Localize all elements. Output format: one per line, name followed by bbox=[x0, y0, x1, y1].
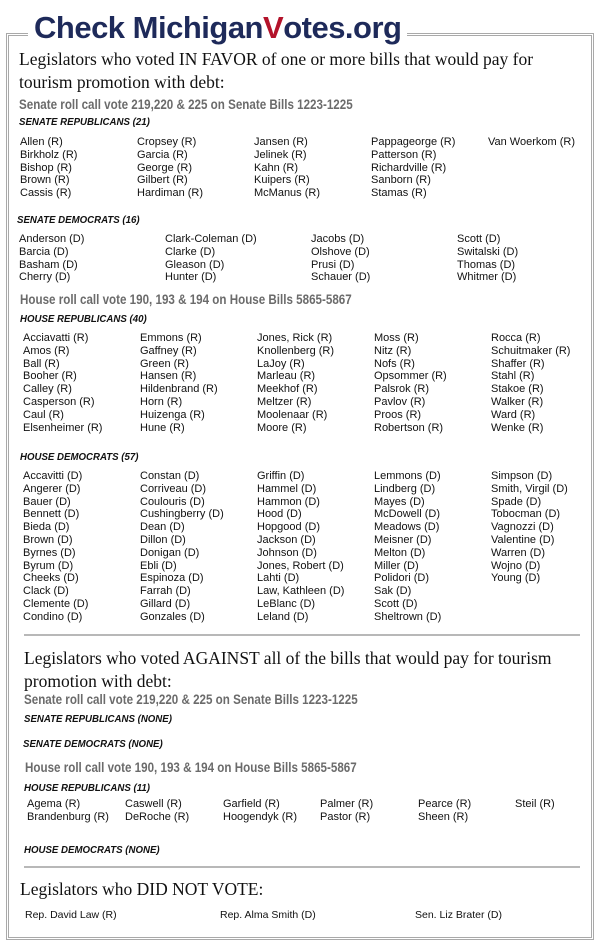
legislator-name: Corriveau (D) bbox=[140, 482, 207, 495]
legislator-name: Allen (R) bbox=[20, 136, 63, 148]
legislator-name: Garcia (R) bbox=[137, 148, 188, 161]
name-column bbox=[374, 470, 491, 624]
house-republicans-list bbox=[23, 332, 591, 434]
legislator-name: Vagnozzi (D) bbox=[491, 521, 554, 534]
legislator-name: Gaffney (R) bbox=[140, 344, 197, 357]
legislator-name: DeRoche (R) bbox=[125, 810, 190, 823]
legislator-name: Basham (D) bbox=[19, 258, 78, 271]
name-column bbox=[418, 798, 515, 824]
legislator-name: Hood (D) bbox=[257, 508, 302, 521]
legislator-name: Caswell (R) bbox=[125, 798, 182, 810]
legislator-name: Jelinek (R) bbox=[254, 148, 307, 161]
legislator-name: Walker (R) bbox=[491, 395, 544, 408]
legislator-name: Pavlov (R) bbox=[374, 395, 426, 408]
legislator-name: Palmer (R) bbox=[320, 798, 374, 810]
legislator-name: Scott (D) bbox=[457, 233, 501, 245]
legislator-name: Bauer (D) bbox=[23, 495, 71, 508]
legislator-name: Polidori (D) bbox=[374, 572, 430, 585]
legislator-name: Olshove (D) bbox=[311, 245, 370, 258]
name-column bbox=[23, 332, 140, 434]
legislator-name: Clark-Coleman (D) bbox=[165, 233, 257, 245]
legislator-name: Sheltrown (D) bbox=[374, 610, 442, 623]
legislator-name: Espinoza (D) bbox=[140, 572, 204, 585]
against-heading: Legislators who voted AGAINST all of the bills that would pay for tourism promotion with debt: bbox=[24, 648, 552, 691]
legislator-name: Tobocman (D) bbox=[491, 508, 561, 521]
legislator-name: Steil (R) bbox=[515, 798, 555, 810]
legislator-name: Bishop (R) bbox=[20, 161, 72, 174]
legislator-name: Schauer (D) bbox=[311, 271, 371, 284]
legislator-name: Constan (D) bbox=[140, 470, 200, 482]
legislator-name: Wojno (D) bbox=[491, 559, 541, 572]
legislator-name: Angerer (D) bbox=[23, 482, 81, 495]
legislator-name: Miller (D) bbox=[374, 559, 419, 572]
house-roll-call-heading: House roll call vote 190, 193 & 194 on House Bills 5865-5867 bbox=[25, 760, 357, 775]
legislator-name: Law, Kathleen (D) bbox=[257, 585, 345, 598]
name-column bbox=[371, 136, 488, 200]
legislator-name: Griffin (D) bbox=[257, 470, 305, 482]
in-favor-heading: Legislators who voted IN FAVOR of one or more bills that would pay for tourism promotion with debt: bbox=[19, 49, 534, 92]
legislator-name: Jones, Rick (R) bbox=[257, 332, 333, 344]
legislator-name: Condino (D) bbox=[23, 610, 83, 623]
legislator-name: Caul (R) bbox=[23, 408, 64, 421]
legislator-name: Thomas (D) bbox=[457, 258, 516, 271]
legislator-name: Hildenbrand (R) bbox=[140, 383, 218, 396]
legislator-name: Cropsey (R) bbox=[137, 136, 197, 148]
legislator-name: Stahl (R) bbox=[491, 370, 535, 383]
senate-democrats-list bbox=[19, 233, 577, 284]
senate-roll-call-heading: Senate roll call vote 219,220 & 225 on Senate Bills 1223-1225 bbox=[19, 97, 353, 112]
legislator-name: Brown (D) bbox=[23, 533, 73, 546]
legislator-name: Richardville (R) bbox=[371, 161, 447, 174]
name-column bbox=[23, 470, 140, 624]
house-roll-call-heading: House roll call vote 190, 193 & 194 on House Bills 5865-5867 bbox=[20, 292, 352, 307]
legislator-name: Birkholz (R) bbox=[20, 148, 78, 161]
legislator-name: Cushingberry (D) bbox=[140, 508, 224, 521]
legislator-name: Pastor (R) bbox=[320, 810, 371, 823]
legislator-name: Gonzales (D) bbox=[140, 610, 205, 623]
legislator-name: Nitz (R) bbox=[374, 344, 412, 357]
legislator-name: Schuitmaker (R) bbox=[491, 344, 571, 357]
legislator-name: McManus (R) bbox=[254, 187, 321, 200]
legislator-name: Huizenga (R) bbox=[140, 408, 205, 421]
legislator-name: Hoogendyk (R) bbox=[223, 810, 297, 823]
legislator-name: Dillon (D) bbox=[140, 533, 186, 546]
legislator-name: Ebli (D) bbox=[140, 559, 177, 572]
name-column bbox=[27, 798, 125, 824]
name-column bbox=[140, 332, 257, 434]
did-not-vote-heading: Legislators who DID NOT VOTE: bbox=[20, 879, 264, 899]
legislator-name: Anderson (D) bbox=[19, 233, 85, 245]
legislator-name: Cheeks (D) bbox=[23, 572, 79, 585]
legislator-name: Kuipers (R) bbox=[254, 174, 310, 187]
legislator-name: Agema (R) bbox=[27, 798, 81, 810]
legislator-name: Spade (D) bbox=[491, 495, 542, 508]
legislator-name: Moolenaar (R) bbox=[257, 408, 328, 421]
legislator-name: Knollenberg (R) bbox=[257, 344, 335, 357]
senate-democrats-label: SENATE DEMOCRATS (16) bbox=[17, 214, 140, 226]
legislator-name: Kahn (R) bbox=[254, 161, 299, 174]
legislator-name: Lemmons (D) bbox=[374, 470, 441, 482]
legislator-name: Warren (D) bbox=[491, 546, 545, 559]
did-not-vote-member: Rep. David Law (R) bbox=[25, 909, 117, 921]
legislator-name: Melton (D) bbox=[374, 546, 426, 559]
legislator-name: Elsenheimer (R) bbox=[23, 421, 103, 434]
legislator-name: Meltzer (R) bbox=[257, 395, 312, 408]
legislator-name: Hune (R) bbox=[140, 421, 185, 434]
legislator-name: Bennett (D) bbox=[23, 508, 80, 521]
legislator-name: Ball (R) bbox=[23, 357, 60, 370]
legislator-name: Jansen (R) bbox=[254, 136, 308, 148]
name-column bbox=[257, 470, 374, 624]
legislator-name: George (R) bbox=[137, 161, 193, 174]
legislator-name: Gillard (D) bbox=[140, 597, 191, 610]
legislator-name: Lindberg (D) bbox=[374, 482, 436, 495]
name-column bbox=[223, 798, 320, 824]
legislator-name: Moore (R) bbox=[257, 421, 307, 434]
section-divider bbox=[24, 634, 580, 636]
legislator-name: Young (D) bbox=[491, 572, 541, 585]
legislator-name: Valentine (D) bbox=[491, 533, 555, 546]
legislator-name: Ward (R) bbox=[491, 408, 536, 421]
legislator-name: Smith, Virgil (D) bbox=[491, 482, 568, 495]
legislator-name: Jacobs (D) bbox=[311, 233, 365, 245]
legislator-name: Casperson (R) bbox=[23, 395, 95, 408]
legislator-name: Opsommer (R) bbox=[374, 370, 447, 383]
legislator-name: Sanborn (R) bbox=[371, 174, 431, 187]
legislator-name: Mayes (D) bbox=[374, 495, 425, 508]
legislator-name: Clarke (D) bbox=[165, 245, 216, 258]
legislator-name: Prusi (D) bbox=[311, 258, 355, 271]
legislator-name: Brown (R) bbox=[20, 174, 70, 187]
name-column bbox=[488, 136, 588, 200]
house-democrats-label: HOUSE DEMOCRATS (57) bbox=[20, 451, 139, 463]
house-republicans-label: HOUSE REPUBLICANS (40) bbox=[20, 313, 147, 325]
legislator-name: Meisner (D) bbox=[374, 533, 432, 546]
legislator-name: Sak (D) bbox=[374, 585, 412, 598]
name-column bbox=[254, 136, 371, 200]
legislator-name: Hansen (R) bbox=[140, 370, 197, 383]
legislator-name: Robertson (R) bbox=[374, 421, 444, 434]
legislator-name: Amos (R) bbox=[23, 344, 70, 357]
name-column bbox=[20, 136, 137, 200]
house-republicans-against-list bbox=[27, 798, 575, 824]
name-column bbox=[19, 233, 165, 284]
checkmark-icon: V bbox=[263, 10, 284, 45]
logo-suffix: otes.org bbox=[283, 10, 402, 45]
legislator-name: Cherry (D) bbox=[19, 271, 71, 284]
legislator-name: LaJoy (R) bbox=[257, 357, 305, 370]
legislator-name: Brandenburg (R) bbox=[27, 810, 109, 823]
house-democrats-list bbox=[23, 470, 591, 624]
name-column bbox=[257, 332, 374, 434]
legislator-name: Byrnes (D) bbox=[23, 546, 76, 559]
legislator-name: Johnson (D) bbox=[257, 546, 317, 559]
legislator-name: Whitmer (D) bbox=[457, 271, 517, 284]
legislator-name: Clack (D) bbox=[23, 585, 69, 598]
legislator-name: Jones, Robert (D) bbox=[257, 559, 344, 572]
senate-republicans-label: SENATE REPUBLICANS (21) bbox=[19, 116, 150, 128]
name-column bbox=[125, 798, 223, 824]
legislator-name: Stamas (R) bbox=[371, 187, 427, 200]
legislator-name: McDowell (D) bbox=[374, 508, 440, 521]
legislator-name: Pappageorge (R) bbox=[371, 136, 456, 148]
legislator-name: Farrah (D) bbox=[140, 585, 191, 598]
name-column bbox=[140, 470, 257, 624]
legislator-name: Booher (R) bbox=[23, 370, 77, 383]
did-not-vote-member: Rep. Alma Smith (D) bbox=[220, 909, 316, 921]
legislator-name: Stakoe (R) bbox=[491, 383, 544, 396]
legislator-name: Garfield (R) bbox=[223, 798, 280, 810]
legislator-name: Cassis (R) bbox=[20, 187, 72, 200]
legislator-name: Pearce (R) bbox=[418, 798, 472, 810]
senate-democrats-label: SENATE DEMOCRATS (NONE) bbox=[23, 738, 163, 750]
name-column bbox=[515, 798, 575, 824]
name-column bbox=[491, 470, 591, 624]
legislator-name: Marleau (R) bbox=[257, 370, 316, 383]
legislator-name: Jackson (D) bbox=[257, 533, 316, 546]
legislator-name: LeBlanc (D) bbox=[257, 597, 316, 610]
name-column bbox=[457, 233, 577, 284]
site-logo[interactable] bbox=[28, 8, 407, 48]
legislator-name: Dean (D) bbox=[140, 521, 185, 534]
senate-republicans-list bbox=[20, 136, 588, 200]
legislator-name: Horn (R) bbox=[140, 395, 183, 408]
legislator-name: Hunter (D) bbox=[165, 271, 217, 284]
legislator-name: Nofs (R) bbox=[374, 357, 415, 370]
legislator-name: Scott (D) bbox=[374, 597, 418, 610]
legislator-name: Green (R) bbox=[140, 357, 189, 370]
legislator-name: Lahti (D) bbox=[257, 572, 300, 585]
legislator-name: Bieda (D) bbox=[23, 521, 70, 534]
did-not-vote-member: Sen. Liz Brater (D) bbox=[415, 909, 502, 921]
legislator-name: Switalski (D) bbox=[457, 245, 519, 258]
name-column bbox=[320, 798, 418, 824]
name-column bbox=[491, 332, 591, 434]
legislator-name: Gilbert (R) bbox=[137, 174, 188, 187]
legislator-name: Barcia (D) bbox=[19, 245, 69, 258]
legislator-name: Meekhof (R) bbox=[257, 383, 318, 396]
name-column bbox=[137, 136, 254, 200]
legislator-name: Clemente (D) bbox=[23, 597, 89, 610]
name-column bbox=[165, 233, 311, 284]
logo-prefix: Check Michigan bbox=[34, 10, 263, 45]
legislator-name: Donigan (D) bbox=[140, 546, 200, 559]
legislator-name: Hardiman (R) bbox=[137, 187, 204, 200]
senate-roll-call-heading: Senate roll call vote 219,220 & 225 on Senate Bills 1223-1225 bbox=[24, 692, 358, 707]
legislator-name: Hopgood (D) bbox=[257, 521, 320, 534]
legislator-name: Moss (R) bbox=[374, 332, 419, 344]
legislator-name: Rocca (R) bbox=[491, 332, 541, 344]
legislator-name: Meadows (D) bbox=[374, 521, 440, 534]
legislator-name: Shaffer (R) bbox=[491, 357, 545, 370]
house-democrats-label: HOUSE DEMOCRATS (NONE) bbox=[24, 844, 160, 856]
legislator-name: Palsrok (R) bbox=[374, 383, 430, 396]
legislator-name: Calley (R) bbox=[23, 383, 72, 396]
legislator-name: Accavitti (D) bbox=[23, 470, 83, 482]
legislator-name: Acciavatti (R) bbox=[23, 332, 89, 344]
legislator-name: Patterson (R) bbox=[371, 148, 437, 161]
legislator-name: Gleason (D) bbox=[165, 258, 225, 271]
legislator-name: Simpson (D) bbox=[491, 470, 553, 482]
name-column bbox=[374, 332, 491, 434]
senate-republicans-label: SENATE REPUBLICANS (NONE) bbox=[24, 713, 172, 725]
legislator-name: Emmons (R) bbox=[140, 332, 202, 344]
legislator-name: Byrum (D) bbox=[23, 559, 74, 572]
legislator-name: Wenke (R) bbox=[491, 421, 544, 434]
legislator-name: Sheen (R) bbox=[418, 810, 469, 823]
legislator-name: Coulouris (D) bbox=[140, 495, 205, 508]
legislator-name: Leland (D) bbox=[257, 610, 309, 623]
name-column bbox=[311, 233, 457, 284]
legislator-name: Hammon (D) bbox=[257, 495, 320, 508]
legislator-name: Hammel (D) bbox=[257, 482, 317, 495]
section-divider bbox=[24, 866, 580, 868]
legislator-name: Proos (R) bbox=[374, 408, 422, 421]
house-republicans-label: HOUSE REPUBLICANS (11) bbox=[24, 782, 150, 794]
legislator-name: Van Woerkom (R) bbox=[488, 136, 576, 148]
